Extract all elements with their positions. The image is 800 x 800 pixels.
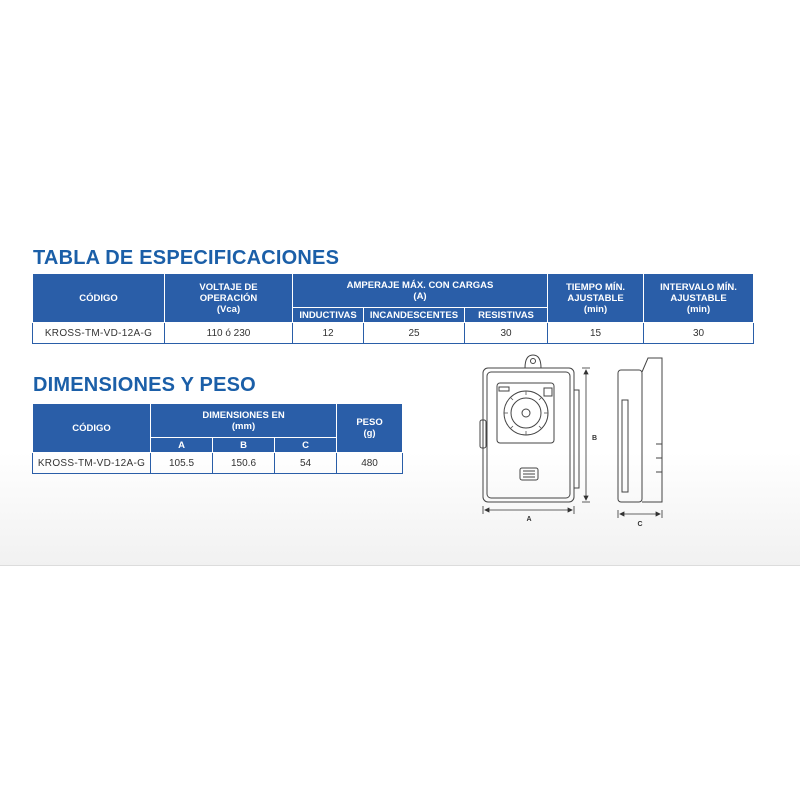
specs-cell-inductive: 12	[293, 323, 364, 344]
specs-header-resistive: RESISTIVAS	[465, 308, 548, 323]
dimensions-header-weight: PESO (g)	[337, 404, 403, 453]
specs-header-min-time: TIEMPO MÍN. AJUSTABLE (min)	[548, 274, 644, 323]
dimensions-header-b: B	[213, 438, 275, 453]
dimensions-cell-weight: 480	[337, 453, 403, 474]
label-a: A	[526, 516, 532, 523]
side-view	[618, 358, 662, 502]
specs-cell-min-interval: 30	[644, 323, 754, 344]
specs-header-voltage: VOLTAJE DE OPERACIÓN (Vca)	[165, 274, 293, 323]
band-divider	[0, 565, 800, 566]
specs-cell-resistive: 30	[465, 323, 548, 344]
specs-data-row	[33, 323, 754, 344]
specs-cell-min-time: 15	[548, 323, 644, 344]
dimensions-header-code: CÓDIGO	[33, 404, 151, 453]
specs-title: TABLA DE ESPECIFICACIONES	[33, 247, 340, 269]
dimensions-header-a: A	[151, 438, 213, 453]
dimensions-header-c: C	[275, 438, 337, 453]
dimensions-header-dims: DIMENSIONES EN (mm)	[151, 404, 337, 438]
dimensions-cell-b: 150.6	[213, 453, 275, 474]
specs-table	[32, 273, 754, 344]
specs-cell-code: KROSS-TM-VD-12A-G	[33, 323, 165, 344]
front-view	[480, 355, 579, 502]
specs-cell-voltage: 110 ó 230	[165, 323, 293, 344]
dimensions-header-row	[33, 404, 403, 438]
dimensions-title: DIMENSIONES Y PESO	[33, 374, 256, 396]
specs-header-amperage: AMPERAJE MÁX. CON CARGAS (A)	[293, 274, 548, 308]
dimensions-cell-c: 54	[275, 453, 337, 474]
label-c: C	[637, 521, 643, 528]
specs-cell-incandescent: 25	[364, 323, 465, 344]
specs-header-incandescent: INCANDESCENTES	[364, 308, 465, 323]
device-drawing	[470, 350, 670, 530]
specs-header-row	[33, 274, 754, 308]
dimensions-cell-code: KROSS-TM-VD-12A-G	[33, 453, 151, 474]
label-b: B	[592, 435, 598, 442]
dimensions-data-row	[33, 453, 403, 474]
dimensions-cell-a: 105.5	[151, 453, 213, 474]
dimensions-table	[32, 403, 403, 474]
specs-header-inductive: INDUCTIVAS	[293, 308, 364, 323]
specs-header-code: CÓDIGO	[33, 274, 165, 323]
specs-header-min-interval: INTERVALO MÍN. AJUSTABLE (min)	[644, 274, 754, 323]
